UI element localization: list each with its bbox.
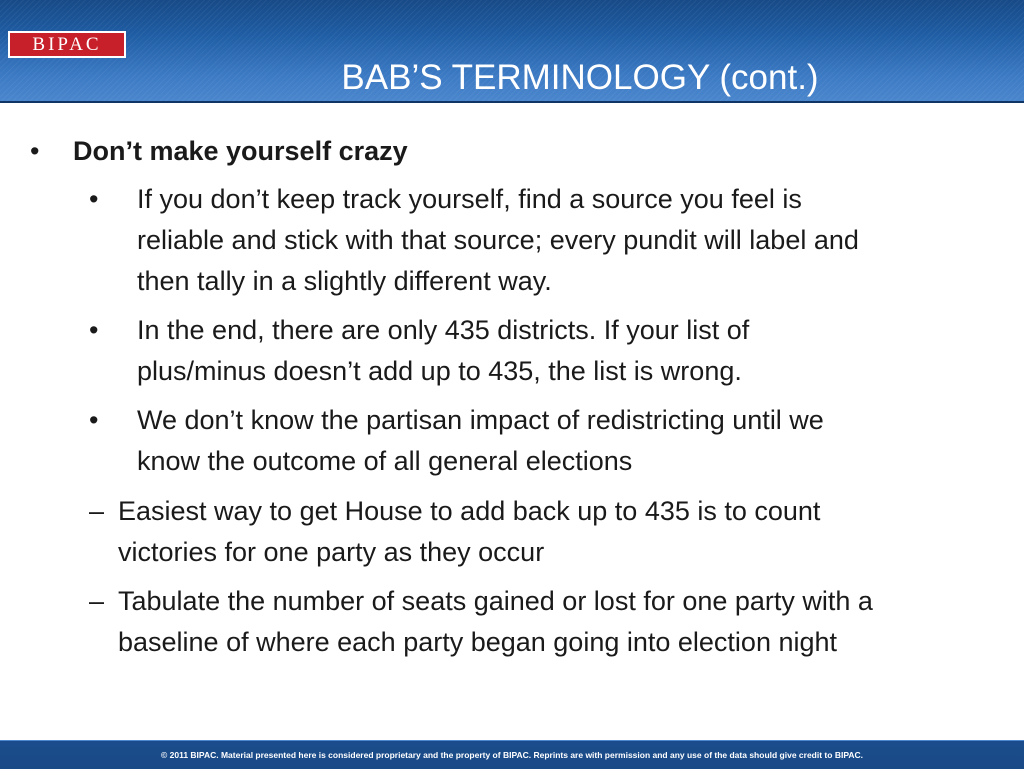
text-line: reliable and stick with that source; every pundit will label and — [137, 225, 859, 255]
bipac-logo — [8, 31, 126, 58]
bullet-marker: • — [89, 405, 99, 435]
text-line: baseline of where each party began going into election night — [118, 627, 838, 657]
header-divider — [0, 101, 1024, 103]
text-line: Easiest way to get House to add back up to 435 is to count — [118, 496, 821, 526]
text-line: know the outcome of all general elections — [137, 446, 633, 476]
text-line: victories for one party as they occur — [118, 537, 545, 567]
text-line: In the end, there are only 435 districts. If your list of — [137, 315, 750, 345]
sub-bullet-3-text — [137, 400, 997, 482]
slide-header — [0, 0, 1024, 101]
sub-bullet-2-text — [137, 310, 997, 392]
text-line: If you don’t keep track yourself, find a source you feel is — [137, 184, 802, 214]
bullet-main-text: Don’t make yourself crazy — [73, 136, 408, 166]
text-line: then tally in a slightly different way. — [137, 266, 552, 296]
copyright-notice: © 2011 BIPAC. Material presented here is considered proprietary and the property of BIPAC. Reprints are with permission and any use of the data should give credit to BIPAC. — [160, 750, 863, 760]
dash-marker: – — [89, 586, 105, 616]
logo-text: BIPAC — [32, 34, 102, 55]
text-line: Tabulate the number of seats gained or lost for one party with a — [118, 586, 873, 616]
sub-bullet-1-text — [137, 179, 997, 302]
dash-marker: – — [89, 496, 105, 526]
bullet-marker: • — [89, 184, 99, 214]
text-line: We don’t know the partisan impact of redistricting until we — [137, 405, 824, 435]
dash-item-1-text — [118, 491, 1008, 573]
bullet-marker: • — [89, 315, 99, 345]
dash-item-2-text — [118, 581, 1008, 663]
text-line: plus/minus doesn’t add up to 435, the list is wrong. — [137, 356, 742, 386]
slide-title: BAB’S TERMINOLOGY (cont.) — [341, 58, 819, 97]
bullet-marker: • — [30, 136, 40, 166]
slide-footer — [0, 740, 1024, 769]
